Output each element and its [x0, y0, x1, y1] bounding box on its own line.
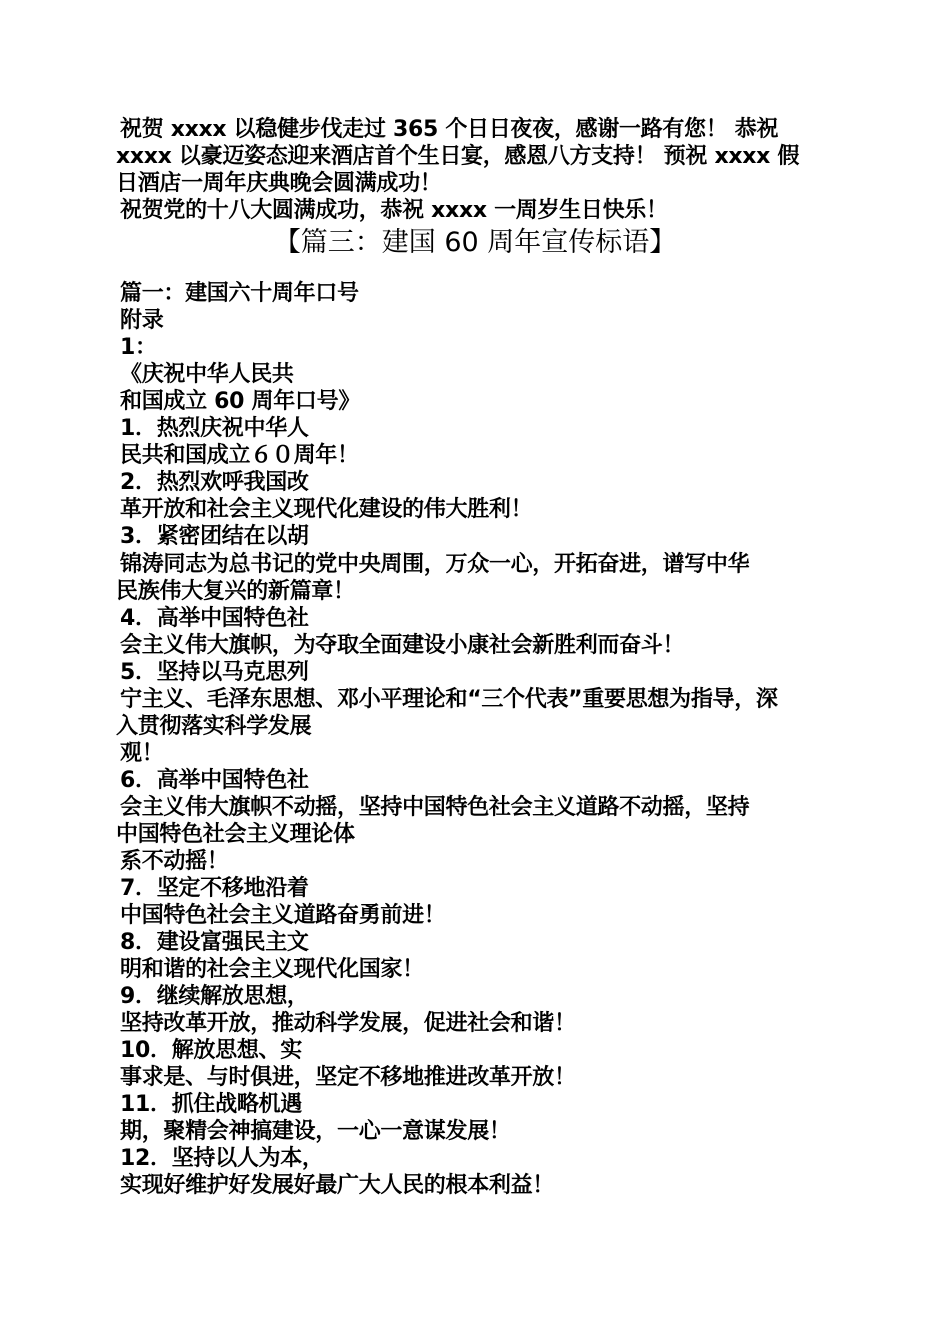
- body-line: 明和谐的社会主义现代化国家！: [120, 957, 424, 982]
- body-line: 会主义伟大旗帜不动摇，坚持中国特色社会主义道路不动摇，坚持: [120, 795, 750, 820]
- body-line: 10．解放思想、实: [120, 1038, 302, 1063]
- body-line: 5．坚持以马克思列: [120, 660, 309, 685]
- body-line: 锦涛同志为总书记的党中央周围，万众一心，开拓奋进，谱写中华: [120, 552, 750, 577]
- intro-line: 祝贺 xxxx 以稳健步伐走过 365 个日日夜夜，感谢一路有您！ 恭祝: [120, 117, 779, 142]
- intro-line: 日酒店一周年庆典晚会圆满成功！: [116, 171, 442, 196]
- body-line: 7．坚定不移地沿着: [120, 876, 309, 901]
- body-line: 11．抓住战略机遇: [120, 1092, 302, 1117]
- body-line: 革开放和社会主义现代化建设的伟大胜利！: [120, 497, 533, 522]
- body-line: 8．建设富强民主文: [120, 930, 309, 955]
- body-line: 民共和国成立６０周年！: [120, 443, 359, 468]
- body-line: 中国特色社会主义道路奋勇前进！: [120, 903, 446, 928]
- intro-line: 祝贺党的十八大圆满成功，恭祝 xxxx 一周岁生日快乐！: [120, 198, 668, 223]
- body-line: 民族伟大复兴的新篇章！: [116, 579, 355, 604]
- body-line: 2．热烈欢呼我国改: [120, 470, 309, 495]
- body-line: 系不动摇！: [120, 849, 229, 874]
- body-line: 中国特色社会主义理论体: [116, 822, 355, 847]
- body-line: 篇一：建国六十周年口号: [120, 281, 359, 306]
- body-line: 1．热烈庆祝中华人: [120, 416, 309, 441]
- body-line: 9．继续解放思想，: [120, 984, 309, 1009]
- body-line: 实现好维护好发展好最广大人民的根本利益！: [120, 1173, 555, 1198]
- body-line: 会主义伟大旗帜，为夺取全面建设小康社会新胜利而奋斗！: [120, 633, 685, 658]
- body-line: 期，聚精会神搞建设，一心一意谋发展！: [120, 1119, 511, 1144]
- body-line: 《庆祝中华人民共: [120, 362, 294, 387]
- body-line: 坚持改革开放，推动科学发展，促进社会和谐！: [120, 1011, 576, 1036]
- body-line: 4．高举中国特色社: [120, 606, 309, 631]
- body-line: 1：: [120, 335, 157, 360]
- body-line: 观！: [120, 741, 164, 766]
- section-title: 【篇三：建国 60 周年宣传标语】: [273, 227, 677, 258]
- intro-line: xxxx 以豪迈姿态迎来酒店首个生日宴，感恩八方支持！ 预祝 xxxx 假: [116, 144, 800, 169]
- body-line: 和国成立 60 周年口号》: [120, 389, 361, 414]
- body-line: 宁主义、毛泽东思想、邓小平理论和“三个代表”重要思想为指导，深: [120, 687, 778, 712]
- body-line: 附录: [120, 308, 164, 333]
- body-line: 6．高举中国特色社: [120, 768, 309, 793]
- body-line: 12．坚持以人为本，: [120, 1146, 324, 1171]
- body-line: 3．紧密团结在以胡: [120, 524, 309, 549]
- body-line: 事求是、与时俱进，坚定不移地推进改革开放！: [120, 1065, 576, 1090]
- body-line: 入贯彻落实科学发展: [116, 714, 312, 739]
